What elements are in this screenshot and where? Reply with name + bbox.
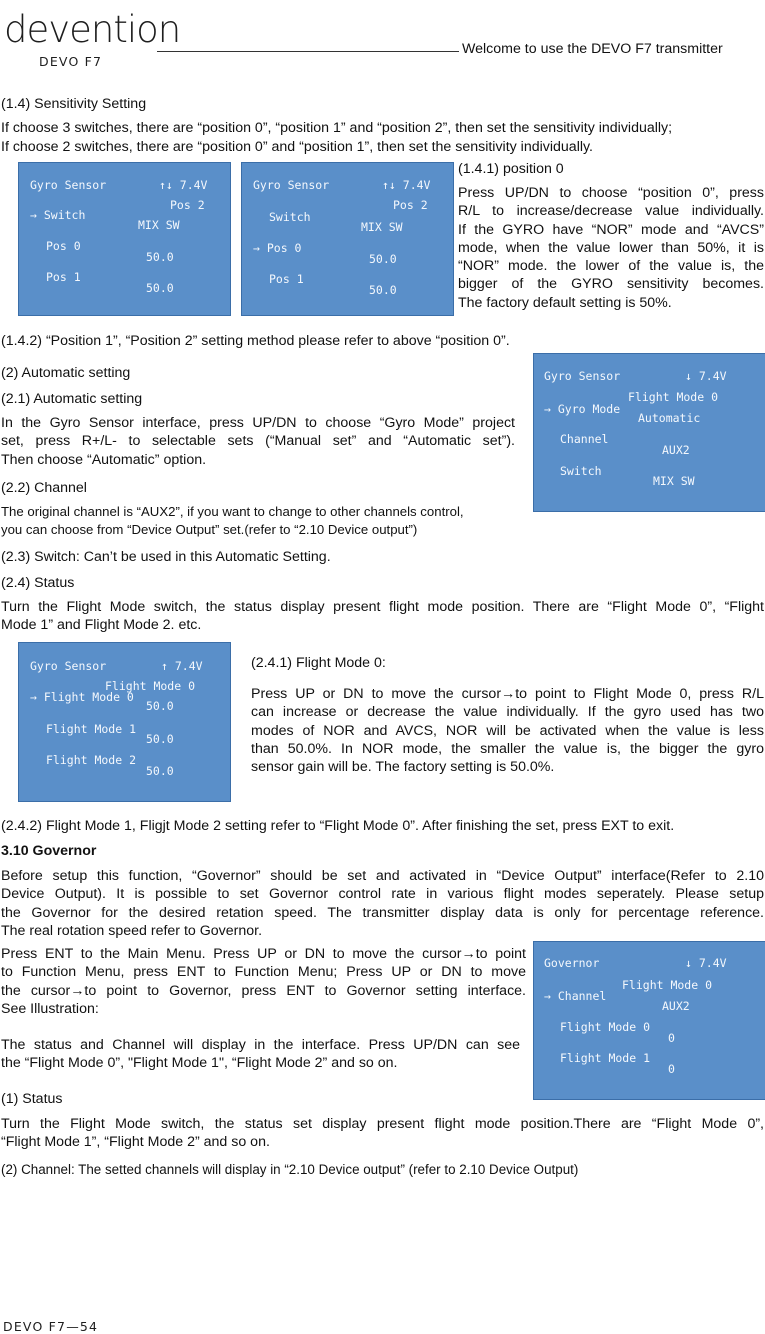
text-line: Then choose “Automatic” option. bbox=[1, 451, 207, 468]
text-line: to Function Menu, press ENT to Function Menu; Press UP or DN to move bbox=[1, 964, 526, 981]
lcd-pos1-value: 50.0 bbox=[146, 281, 174, 295]
section-2-4-body bbox=[1, 598, 764, 635]
lcd-pos0: Pos 0 bbox=[46, 239, 81, 253]
lcd-switch: Switch bbox=[560, 464, 602, 478]
lcd-title: Gyro Sensor bbox=[30, 178, 107, 192]
lcd-gyro-pos0 bbox=[241, 162, 454, 316]
lcd-status: ↑↓ 7.4V bbox=[159, 178, 208, 192]
text-line: Device Output). It is possible to set Governor control rate in various flight modes seperately. Please setup bbox=[1, 886, 764, 903]
lcd-gyro-mode: → Gyro Mode bbox=[544, 402, 621, 416]
text-line: the cursor→to point to Governor, press ENT to Governor setting interface. bbox=[1, 982, 526, 999]
text-line: Press UP/DN to choose “position 0”, press bbox=[458, 185, 764, 201]
lcd-gyro-automatic bbox=[533, 353, 765, 512]
section-3-10-status-title: (1) Status bbox=[1, 1091, 63, 1107]
lcd-switch: → Switch bbox=[30, 208, 86, 222]
text-line: the Governor for the desired retation speed. The transmitter display data is only for percentage reference. bbox=[1, 904, 764, 921]
section-1-4-1-title: (1.4.1) position 0 bbox=[458, 161, 564, 177]
section-3-10-channel: (2) Channel: The setted channels will display in “2.10 Device output” (refer to 2.10 Device Output) bbox=[1, 1162, 579, 1177]
section-2-2-title: (2.2) Channel bbox=[1, 480, 87, 496]
section-1-4-1-body bbox=[458, 184, 764, 312]
text-line: than 50.0%. In NOR mode, the smaller the value is, the bigger the gyro bbox=[251, 740, 764, 757]
text-line: In the Gyro Sensor interface, press UP/DN to choose “Gyro Mode” project bbox=[1, 415, 515, 431]
lcd-mode: Flight Mode 0 bbox=[105, 679, 196, 693]
text-line: the “Flight Mode 0”, "Flight Mode 1", “Flight Mode 2” and so on. bbox=[1, 1055, 398, 1072]
text-line: See Illustration: bbox=[1, 1000, 99, 1017]
text-line: Press ENT to the Main Menu. Press UP or DN to move the cursor→to point bbox=[1, 946, 526, 962]
lcd-fm1-value: 50.0 bbox=[146, 732, 174, 746]
text-line: you can choose from “Device Output” set.(refer to “2.10 Device output”) bbox=[1, 522, 418, 538]
lcd-fm1-value: 0 bbox=[668, 1062, 675, 1076]
text-line: R/L to increase/decrease value individually. bbox=[458, 203, 764, 220]
section-3-10-status-body bbox=[1, 1115, 764, 1152]
section-1-4-p1: If choose 3 switches, there are “position 0”, “position 1” and “position 2”, then set the sensitivity individually; bbox=[1, 120, 673, 136]
text-line: bigger of the GYRO sensitivity becomes. bbox=[458, 276, 764, 293]
lcd-status: ↑ 7.4V bbox=[161, 659, 203, 673]
header-welcome: Welcome to use the DEVO F7 transmitter bbox=[462, 41, 723, 57]
text-line: “Flight Mode 1”, “Flight Mode 2” and so on. bbox=[1, 1134, 270, 1151]
text-line: Turn the Flight Mode switch, the status display present flight mode position. There are “Flight Mode 0”, “Flight bbox=[1, 599, 764, 615]
section-2-4-2: (2.4.2) Flight Mode 1, Fligjt Mode 2 setting refer to “Flight Mode 0”. After finishing the set, press EXT to exit. bbox=[1, 818, 675, 834]
text-line: mode, when the value lower than 50%, it is bbox=[458, 239, 764, 256]
lcd-fm0-value: 50.0 bbox=[146, 699, 174, 713]
lcd-channel: → Channel bbox=[544, 989, 607, 1003]
section-1-4-2: (1.4.2) “Position 1”, “Position 2” setting method please refer to above “position 0”. bbox=[1, 333, 510, 349]
text-line: If the GYRO have “NOR” mode and “AVCS” bbox=[458, 221, 764, 238]
lcd-status: ↑↓ 7.4V bbox=[382, 178, 431, 192]
section-2-title: (2) Automatic setting bbox=[1, 365, 131, 381]
text-line: sensor gain will be. The factory setting is 50.0%. bbox=[251, 759, 555, 776]
lcd-switch: Switch bbox=[269, 210, 311, 224]
lcd-fm2-value: 50.0 bbox=[146, 764, 174, 778]
text-line: The factory default setting is 50%. bbox=[458, 294, 672, 311]
text-line: set, press R+/L- to selectable sets (“Manual set” and “Automatic set”). bbox=[1, 433, 515, 450]
lcd-channel: Channel bbox=[560, 432, 609, 446]
lcd-mode: Flight Mode 0 bbox=[622, 978, 713, 992]
lcd-fm2: Flight Mode 2 bbox=[46, 753, 137, 767]
lcd-title: Gyro Sensor bbox=[30, 659, 107, 673]
lcd-fm1: Flight Mode 1 bbox=[560, 1051, 651, 1065]
lcd-pos-label: Pos 2 bbox=[170, 198, 205, 212]
lcd-gyro-flight-mode bbox=[18, 642, 231, 802]
section-2-4-1-body bbox=[251, 685, 764, 776]
page-number: DEVO F7—54 bbox=[3, 1319, 99, 1334]
text-line: “NOR” mode. the lower of the value is, the bbox=[458, 258, 764, 275]
lcd-status: ↓ 7.4V bbox=[685, 369, 727, 383]
section-2-4-title: (2.4) Status bbox=[1, 575, 75, 591]
lcd-title: Gyro Sensor bbox=[544, 369, 621, 383]
section-2-1-body bbox=[1, 414, 515, 469]
lcd-fm0: Flight Mode 0 bbox=[560, 1020, 651, 1034]
lcd-title: Gyro Sensor bbox=[253, 178, 330, 192]
lcd-channel-value: AUX2 bbox=[662, 999, 690, 1013]
lcd-pos0: → Pos 0 bbox=[253, 241, 302, 255]
text-line: Before setup this function, “Governor” should be set and activated in “Device Output” interface(Refer to 2.10 bbox=[1, 868, 764, 884]
text-line: Press UP or DN to move the cursor→to point to Flight Mode 0, press R/L bbox=[251, 686, 764, 702]
header-rule bbox=[157, 51, 459, 52]
lcd-gyro-switch bbox=[18, 162, 231, 316]
lcd-gyro-mode-value: Automatic bbox=[638, 411, 701, 425]
lcd-pos1: Pos 1 bbox=[269, 272, 304, 286]
lcd-switch-value: MIX SW bbox=[138, 218, 180, 232]
lcd-switch-value: MIX SW bbox=[361, 220, 403, 234]
text-line: Mode 1” and Flight Mode 2. etc. bbox=[1, 617, 202, 634]
lcd-pos0-value: 50.0 bbox=[369, 252, 397, 266]
lcd-channel-value: AUX2 bbox=[662, 443, 690, 457]
lcd-fm0-value: 0 bbox=[668, 1031, 675, 1045]
section-3-10-p2 bbox=[1, 945, 526, 1018]
brand-logo: devention bbox=[4, 8, 181, 51]
text-line: The status and Channel will display in the interface. Press UP/DN can see bbox=[1, 1037, 520, 1053]
lcd-title: Governor bbox=[544, 956, 600, 970]
lcd-mode: Flight Mode 0 bbox=[628, 390, 719, 404]
lcd-pos-label: Pos 2 bbox=[393, 198, 428, 212]
section-3-10-p3 bbox=[1, 1036, 520, 1073]
lcd-pos1-value: 50.0 bbox=[369, 283, 397, 297]
section-2-1-title: (2.1) Automatic setting bbox=[1, 391, 143, 407]
lcd-fm0: → Flight Mode 0 bbox=[30, 690, 134, 704]
text-line: Turn the Flight Mode switch, the status set display present flight mode position.There are “Flight Mode 0”, bbox=[1, 1116, 764, 1132]
section-2-4-1-title: (2.4.1) Flight Mode 0: bbox=[251, 655, 386, 671]
section-1-4-title: (1.4) Sensitivity Setting bbox=[1, 96, 147, 112]
section-2-3: (2.3) Switch: Can’t be used in this Automatic Setting. bbox=[1, 549, 331, 565]
section-1-4-p2: If choose 2 switches, there are “position 0” and “position 1”, then set the sensitivity individually. bbox=[1, 139, 593, 155]
model-label: DEVO F7 bbox=[39, 54, 103, 69]
section-3-10-title: 3.10 Governor bbox=[1, 843, 97, 859]
text-line: modes of NOR and AVCS, NOR will be activated when the value is less bbox=[251, 722, 764, 739]
section-2-2-body bbox=[1, 503, 526, 540]
lcd-governor bbox=[533, 941, 765, 1100]
text-line: The real rotation speed refer to Governor. bbox=[1, 922, 263, 939]
lcd-switch-value: MIX SW bbox=[653, 474, 695, 488]
lcd-fm1: Flight Mode 1 bbox=[46, 722, 137, 736]
lcd-pos0-value: 50.0 bbox=[146, 250, 174, 264]
text-line: can increase or decrease the value individually. If the gyro used has two bbox=[251, 704, 764, 721]
lcd-status: ↓ 7.4V bbox=[685, 956, 727, 970]
lcd-pos1: Pos 1 bbox=[46, 270, 81, 284]
section-3-10-p1 bbox=[1, 867, 764, 940]
text-line: The original channel is “AUX2”, if you want to change to other channels control, bbox=[1, 504, 464, 519]
